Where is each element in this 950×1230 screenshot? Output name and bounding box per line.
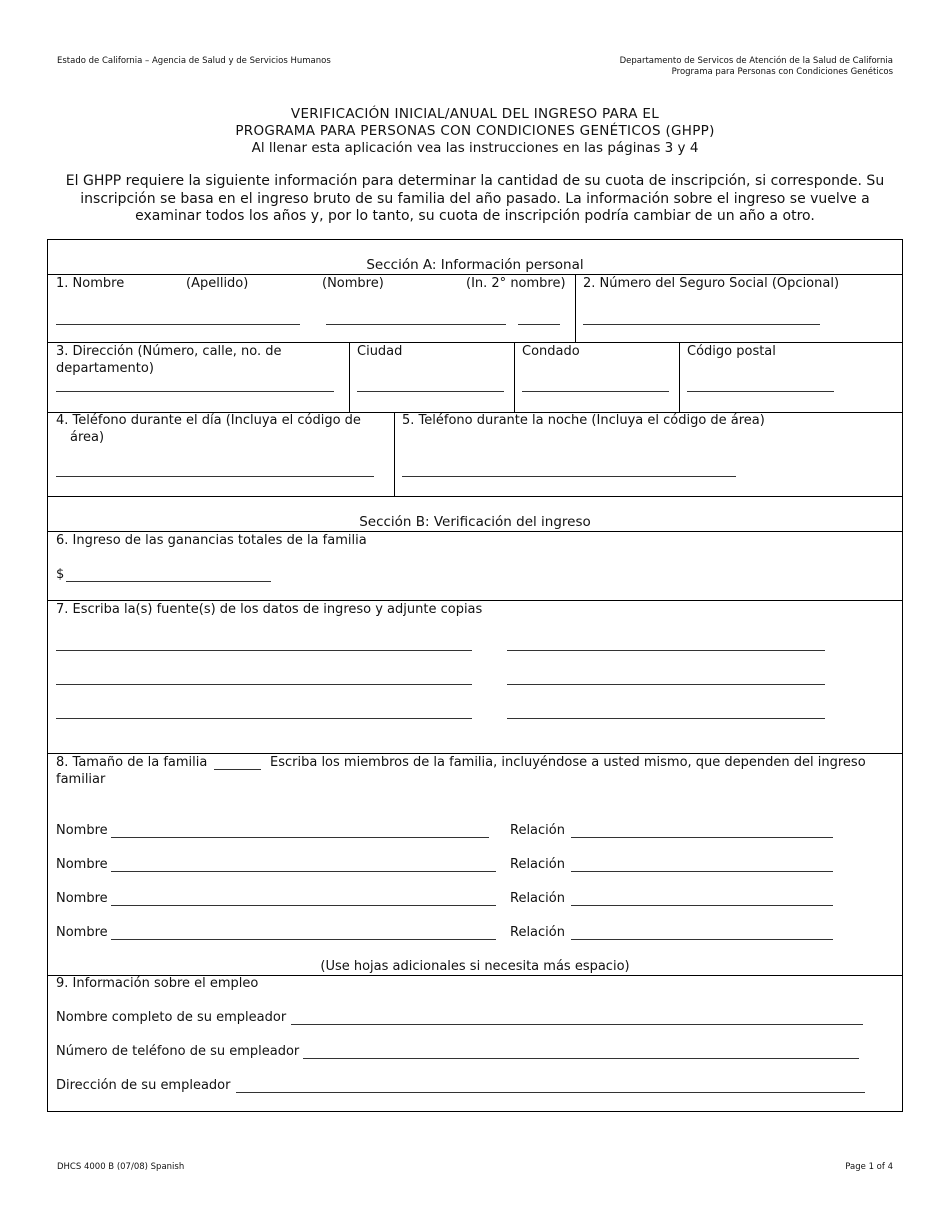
member-name-input[interactable]	[111, 905, 496, 906]
member-relation-input[interactable]	[571, 837, 833, 838]
family-income-input[interactable]	[66, 581, 271, 582]
middle-initial-input[interactable]	[518, 324, 560, 325]
member-relation-label: Relación	[510, 823, 565, 838]
income-source-input[interactable]	[507, 718, 825, 719]
member-name-label: Nombre	[56, 857, 108, 872]
employer-address-input[interactable]	[236, 1092, 865, 1093]
divider	[679, 342, 680, 412]
page-number: Page 1 of 4	[845, 1162, 893, 1172]
form-number: DHCS 4000 B (07/08) Spanish	[57, 1162, 185, 1172]
intro-paragraph: El GHPP requiere la siguiente información para determinar la cantidad de su cuota de inscripción, si corresponde. Su inscripción se basa en el ingreso bruto de su familia del año pasado. La información sobre el ingreso se vuelve a examinar todos los años y, por lo tanto, su cuota de inscripción podría cambiar de un año a otro.	[65, 173, 885, 224]
address-input[interactable]	[56, 391, 334, 392]
name-field-label: 1. Nombre	[56, 276, 125, 291]
member-name-input[interactable]	[111, 837, 489, 838]
day-phone-field-label: 4. Teléfono durante el día (Incluya el código de área)	[56, 413, 361, 445]
divider	[394, 412, 395, 496]
income-verification-form	[47, 239, 903, 1112]
dollar-sign: $	[56, 567, 65, 582]
first-name-label: (Nombre)	[322, 276, 384, 291]
divider	[575, 274, 576, 342]
member-name-input[interactable]	[111, 939, 496, 940]
member-name-label: Nombre	[56, 925, 108, 940]
income-source-input[interactable]	[56, 718, 472, 719]
employer-name-label: Nombre completo de su empleador	[56, 1010, 287, 1025]
member-name-label: Nombre	[56, 823, 108, 838]
family-members-instructions: Escriba los miembros de la familia, incluyéndose a usted mismo, que dependen del ingreso familiar	[56, 755, 866, 787]
form-title-line2: PROGRAMA PARA PERSONAS CON CONDICIONES GENÉTICOS (GHPP)	[235, 123, 715, 139]
employment-info-field-label: 9. Información sobre el empleo	[56, 976, 259, 991]
employer-phone-label: Número de teléfono de su empleador	[56, 1044, 300, 1059]
member-relation-input[interactable]	[571, 871, 833, 872]
middle-initial-label: (In. 2° nombre)	[466, 276, 566, 291]
first-name-input[interactable]	[326, 324, 506, 325]
member-relation-label: Relación	[510, 925, 565, 940]
city-field-label: Ciudad	[357, 344, 403, 359]
additional-sheets-note: (Use hojas adicionales si necesita más espacio)	[320, 959, 630, 974]
section-a-title: Sección A: Información personal	[366, 257, 584, 273]
header-department	[620, 56, 893, 78]
day-phone-input[interactable]	[56, 476, 374, 477]
income-source-input[interactable]	[507, 684, 825, 685]
family-income-field-label: 6. Ingreso de las ganancias totales de la familia	[56, 533, 367, 548]
form-title-line3: Al llenar esta aplicación vea las instrucciones en las páginas 3 y 4	[251, 140, 699, 156]
zip-field-label: Código postal	[687, 344, 776, 359]
member-relation-label: Relación	[510, 857, 565, 872]
income-sources-field-label: 7. Escriba la(s) fuente(s) de los datos de ingreso y adjunte copias	[56, 602, 483, 617]
member-relation-label: Relación	[510, 891, 565, 906]
last-name-label: (Apellido)	[186, 276, 249, 291]
county-input[interactable]	[522, 391, 669, 392]
employer-phone-input[interactable]	[303, 1058, 859, 1059]
form-title-line1: VERIFICACIÓN INICIAL/ANUAL DEL INGRESO PARA EL	[290, 106, 660, 122]
header-department-line1: Departamento de Servicos de Atención de la Salud de California	[619, 56, 893, 66]
divider	[48, 496, 902, 497]
employer-name-input[interactable]	[291, 1024, 863, 1025]
family-size-field-label: 8. Tamaño de la familia	[56, 755, 208, 770]
header-department-line2: Programa para Personas con Condiciones Genéticos	[671, 67, 893, 77]
section-b-title: Sección B: Verificación del ingreso	[359, 514, 591, 530]
night-phone-field-label: 5. Teléfono durante la noche (Incluya el código de área)	[402, 413, 765, 428]
zip-input[interactable]	[687, 391, 834, 392]
divider	[349, 342, 350, 412]
ssn-field-label: 2. Número del Seguro Social (Opcional)	[583, 276, 840, 291]
night-phone-input[interactable]	[402, 476, 736, 477]
member-name-input[interactable]	[111, 871, 496, 872]
member-name-label: Nombre	[56, 891, 108, 906]
employer-address-label: Dirección de su empleador	[56, 1078, 231, 1093]
header-agency: Estado de California – Agencia de Salud y de Servicios Humanos	[57, 56, 331, 66]
ssn-input[interactable]	[583, 324, 820, 325]
city-input[interactable]	[357, 391, 504, 392]
income-source-input[interactable]	[56, 650, 472, 651]
income-source-input[interactable]	[507, 650, 825, 651]
address-field-label: 3. Dirección (Número, calle, no. de departamento)	[56, 344, 282, 376]
income-source-input[interactable]	[56, 684, 472, 685]
member-relation-input[interactable]	[571, 905, 833, 906]
last-name-input[interactable]	[56, 324, 300, 325]
divider	[514, 342, 515, 412]
county-field-label: Condado	[522, 344, 580, 359]
member-relation-input[interactable]	[571, 939, 833, 940]
